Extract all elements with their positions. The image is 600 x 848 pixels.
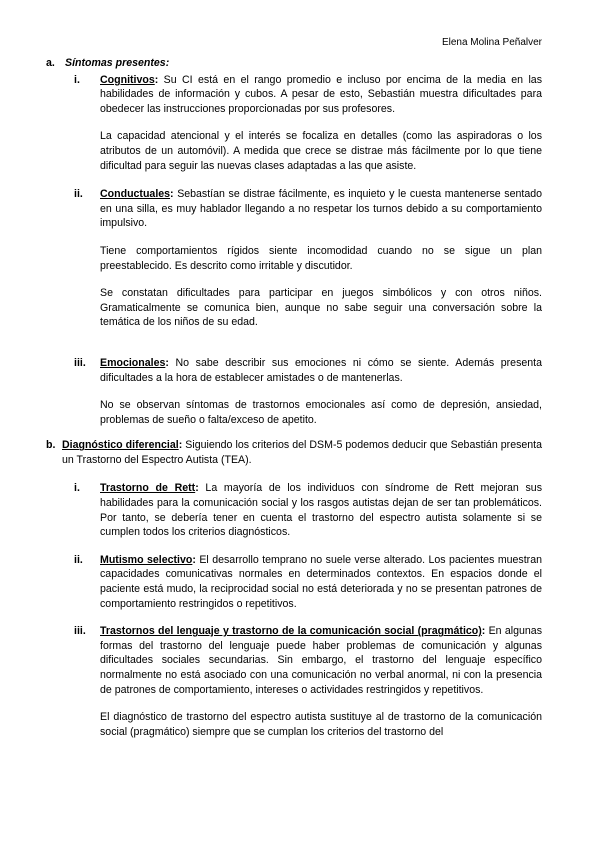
item-paragraph: La capacidad atencional y el interés se focaliza en detalles (como las aspiradoras o los atributos de un automóvil). A medida que crece se distrae más fácilmente por lo que tiene dificultad para seguir las nuevas clases adaptadas a las que asiste. [100,130,542,172]
item-heading-suffix: : [192,553,196,566]
section-b-item-lenguaje [46,624,542,739]
item-number: iii. [74,356,86,369]
item-body [100,481,542,539]
item-number: ii. [74,188,83,201]
section-a-title-suffix: : [165,57,170,69]
item-heading-suffix: : [170,188,174,201]
item-paragraph: El diagnóstico de trastorno del espectro autista sustituye al de trastorno de la comunicación social (pragmático) siempre que se cumplan los criterios del trastorno del [100,711,542,738]
section-b-heading-suffix: : [178,439,183,452]
section-a-item-conductuales [46,187,542,330]
item-lead-text: En algunas formas del trastorno del lenguaje puede haber problemas de comunicación y algunas dificultades sociales secundarias. Sin embargo, el trastorno del lenguaje específico normalmente no está asociado con una comunicación no verbal anormal, ni con la presencia de patrones de comportamiento, intereses o actividades restringidos y repetitivos. [100,625,542,696]
item-body [100,187,542,330]
item-heading: Emocionales [100,356,166,369]
item-heading-suffix: : [195,482,199,495]
section-b-lead-text: Siguiendo los criterios del DSM-5 podemos deducir que Sebastián presenta un Trastorno del Espectro Autista (TEA). [62,439,542,466]
item-lead-paragraph [100,553,542,611]
item-body [100,624,542,739]
item-lead-paragraph [100,481,542,539]
item-heading-suffix: : [481,625,486,638]
item-lead-text: Su CI está en el rango promedio e incluso por encima de la media en las habilidades de información y cubos. A pesar de esto, Sebastián muestra dificultades para obedecer las instrucciones proporcionadas por sus profesores. [100,73,542,115]
item-body [100,356,542,427]
item-number: ii. [74,553,83,566]
document-body [46,56,542,739]
section-b-item-mutismo [46,553,542,611]
section-a-title [65,56,169,71]
item-lead-text: No sabe describir sus emociones ni cómo se siente. Además presenta dificultades a la hora de establecer amistades o de mantenerlas. [100,356,542,384]
item-heading-suffix: : [165,356,169,369]
item-paragraph: No se observan síntomas de trastornos emocionales así como de depresión, ansiedad, problemas de sueño o falta/exceso de apetito. [100,399,542,426]
item-body [100,73,542,174]
item-lead-paragraph [100,624,542,697]
section-a-heading [46,56,542,71]
section-a-item-cognitivos [46,73,542,174]
item-number: iii. [74,625,86,638]
section-b-heading: Diagnóstico diferencial [62,439,179,452]
item-heading: Mutismo selectivo [100,553,193,566]
section-a-label: a. [46,57,55,69]
item-heading: Conductuales [100,188,171,201]
item-heading: Cognitivos [100,73,155,86]
item-lead-paragraph [100,187,542,231]
item-lead-paragraph [100,356,542,385]
page-header-author: Elena Molina Peñalver [441,37,542,48]
section-b-label: b. [46,439,56,452]
item-paragraph: Tiene comportamientos rígidos siente incomodidad cuando no se sigue un plan preestablecido. Es descrito como irritable y discutidor. [100,244,542,272]
section-a-title-text: Síntomas presentes [65,57,166,69]
item-heading: Trastornos del lenguaje y trastorno de la comunicación social (pragmático) [100,625,482,638]
item-number: i. [74,482,80,495]
item-heading: Trastorno de Rett [100,482,196,495]
item-paragraph: Se constatan dificultades para participar en juegos simbólicos y con otros niños. Gramaticalmente se comunica bien, aunque no sabe seguir una conversación sobre la temática de los niños de su edad. [100,287,542,329]
item-lead-text: La mayoría de los individuos con síndrome de Rett mejoran sus habilidades para la comunicación social y los rasgos autistas dejan de ser tan problemáticos. Por tanto, se debería tener en cuenta el trastorno del espectro autista solamente si se cumplen todos los criterios diagnósticos. [100,482,542,539]
item-lead-paragraph [100,73,542,117]
section-a-item-emocionales [46,356,542,427]
item-body [100,553,542,611]
item-heading-suffix: : [154,73,159,86]
section-b-text [62,438,542,467]
item-lead-text: El desarrollo temprano no suele verse alterado. Los pacientes muestran capacidades comunicativas normales en determinados contextos. En espacios donde el paciente está mudo, la reciprocidad social no está deteriorada y no se presentan patrones de comportamiento restringidos o repetitivos. [100,553,542,610]
item-lead-text: Sebastían se distrae fácilmente, es inquieto y le cuesta mantenerse sentado en una silla, es muy hablador llegando a no respetar los turnos debido a su comportamiento impulsivo. [100,188,542,230]
section-b-intro [46,438,542,467]
item-number: i. [74,73,80,86]
section-b-item-rett [46,481,542,539]
